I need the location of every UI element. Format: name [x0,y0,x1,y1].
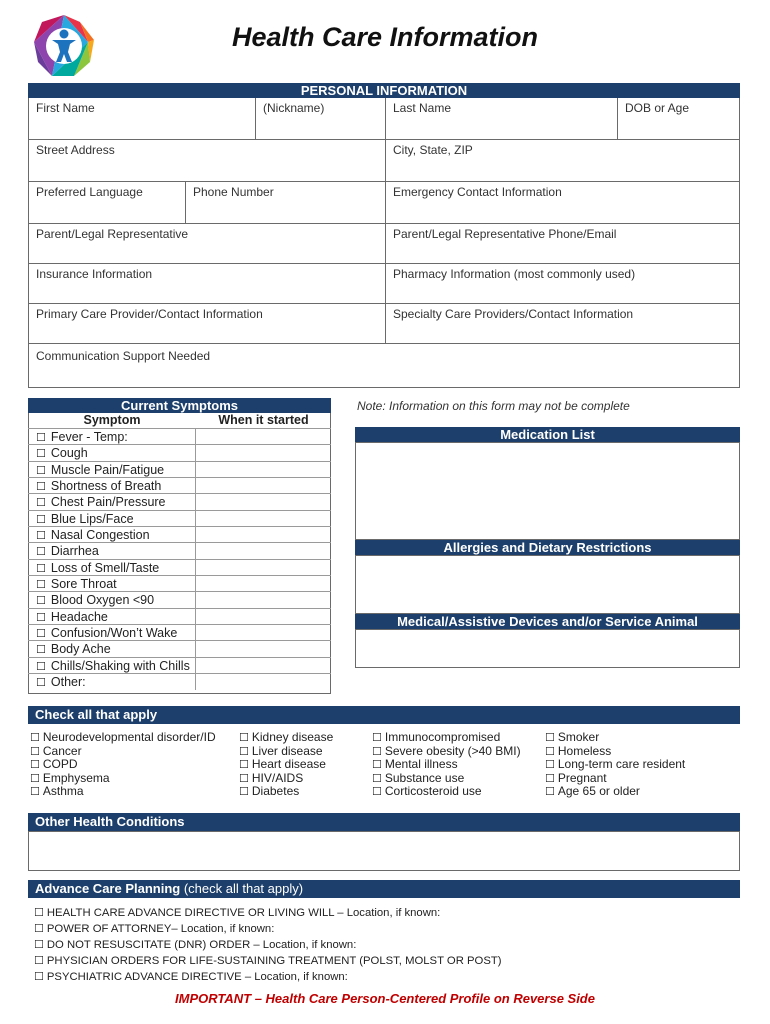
condition-checkbox-item[interactable] [30,785,216,799]
checkbox[interactable]: ☐ [239,785,249,798]
city-label: City, State, ZIP [393,143,473,157]
condition-checkbox-item[interactable] [239,785,333,799]
condition-label: Cancer [42,743,82,758]
symptom-label: Chest Pain/Pressure [50,495,166,510]
medication-list-header: Medication List [355,427,740,442]
condition-label: Age 65 or older [557,784,640,798]
conditions-column-3 [372,731,521,799]
symptom-cell [28,478,196,493]
symptom-label: Blue Lips/Face [50,511,134,526]
symptom-row [28,559,331,575]
symptom-label: Shortness of Breath [50,479,162,494]
checkbox[interactable]: ☐ [372,771,382,785]
personal-info-header: PERSONAL INFORMATION [28,83,740,98]
checkbox[interactable]: ☐ [36,545,46,559]
condition-label: Substance use [384,770,465,785]
condition-label: Emphysema [42,770,110,785]
advance-care-item[interactable] [34,905,502,921]
language-label: Preferred Language [36,185,143,199]
checkbox[interactable]: ☐ [34,922,44,935]
condition-checkbox-item[interactable] [239,772,333,786]
symptom-label: Chills/Shaking with Chills [50,658,190,673]
advance-care-item[interactable] [34,953,502,969]
primary-care-label: Primary Care Provider/Contact Information [36,307,263,321]
street-address-label: Street Address [36,143,115,157]
checkbox[interactable]: ☐ [36,594,46,608]
when-started-cell[interactable] [196,494,331,509]
last-name-field[interactable] [386,98,618,139]
symptom-cell [28,462,196,477]
when-started-cell[interactable] [196,641,331,656]
advance-care-suffix: (check all that apply) [183,881,304,896]
city-field[interactable] [386,140,739,181]
condition-label: Homeless [557,743,612,758]
condition-checkbox-item[interactable] [545,785,685,799]
checkbox[interactable]: ☐ [36,447,46,461]
checkbox[interactable]: ☐ [36,561,46,575]
symptom-label: Muscle Pain/Fatigue [50,462,165,477]
symptom-row [28,428,331,444]
condition-label: Asthma [42,784,84,798]
advance-care-label: DO NOT RESUSCITATE (DNR) ORDER – Location, if known: [46,939,357,951]
symptom-cell [28,511,196,526]
condition-checkbox-item[interactable] [30,731,216,745]
condition-checkbox-item[interactable] [372,772,521,786]
when-started-cell[interactable] [196,576,331,591]
when-started-cell[interactable] [196,543,331,558]
condition-label: Kidney disease [251,730,334,744]
street-address-field[interactable] [29,140,386,181]
symptom-row [28,542,331,558]
symptom-row [28,510,331,526]
pharmacy-field[interactable] [386,264,739,303]
conditions-column-1 [30,731,216,799]
checkbox[interactable]: ☐ [36,480,46,494]
conditions-column-2 [239,731,333,799]
symptoms-header: Current Symptoms [28,398,331,413]
conditions-column-4 [545,731,685,799]
condition-label: Corticosteroid use [384,784,482,798]
parent-rep-phone-label: Parent/Legal Representative Phone/Email [393,227,617,241]
checkbox[interactable]: ☐ [36,529,46,543]
advance-care-label: POWER OF ATTORNEY– Location, if known: [46,923,275,935]
condition-checkbox-item[interactable] [545,731,685,745]
symptom-cell [28,527,196,542]
checkbox[interactable]: ☐ [36,463,46,477]
advance-care-item[interactable] [34,921,502,937]
checkbox[interactable]: ☐ [545,771,555,785]
symptoms-list [28,428,331,690]
checkbox[interactable]: ☐ [34,954,44,967]
checkbox[interactable]: ☐ [36,496,46,510]
condition-label: Long-term care resident [557,757,686,771]
checkbox[interactable]: ☐ [372,785,382,798]
checkbox[interactable]: ☐ [36,512,46,526]
when-started-cell[interactable] [196,592,331,607]
advance-care-label: PSYCHIATRIC ADVANCE DIRECTIVE – Location, if known: [46,971,348,983]
insurance-label: Insurance Information [36,267,153,281]
checkbox[interactable]: ☐ [239,758,249,771]
medication-list-box[interactable] [355,442,740,540]
symptom-cell [28,625,196,640]
symptom-row [28,461,331,477]
check-all-header: Check all that apply [28,706,740,724]
checkbox[interactable]: ☐ [545,758,555,771]
advance-care-header [28,880,740,898]
condition-label: Neurodevelopmental disorder/ID [42,730,216,744]
checkbox[interactable]: ☐ [30,731,40,744]
devices-header: Medical/Assistive Devices and/or Service Animal [355,614,740,629]
communication-support-field[interactable] [29,344,739,387]
symptom-label: Cough [50,446,88,461]
condition-checkbox-item[interactable] [239,731,333,745]
checkbox[interactable]: ☐ [239,744,249,758]
when-started-cell[interactable] [196,560,331,575]
other-conditions-header: Other Health Conditions [28,813,740,831]
condition-label: Pregnant [557,770,607,785]
symptom-row [28,444,331,460]
allergies-box[interactable] [355,555,740,614]
symptom-row [28,657,331,673]
symptom-label: Body Ache [50,642,111,657]
symptom-cell [28,560,196,575]
condition-checkbox-item[interactable] [372,758,521,772]
condition-checkbox-item[interactable] [545,745,685,759]
checkbox[interactable]: ☐ [545,785,555,798]
symptom-cell [28,658,196,673]
condition-label: HIV/AIDS [251,770,304,785]
emergency-contact-field[interactable] [386,182,739,223]
symptom-label: Other: [50,675,86,690]
symptom-label: Sore Throat [50,577,117,592]
checkbox[interactable]: ☐ [34,970,44,983]
advance-care-label: PHYSICIAN ORDERS FOR LIFE-SUSTAINING TREATMENT (POLST, MOLST OR POST) [46,955,502,967]
first-name-label: First Name [36,101,95,115]
primary-care-field[interactable] [29,304,386,343]
emergency-contact-label: Emergency Contact Information [393,185,562,199]
when-started-cell[interactable] [196,511,331,526]
checkbox[interactable]: ☐ [36,610,46,624]
communication-support-label: Communication Support Needed [36,349,211,363]
nickname-label: (Nickname) [263,101,325,115]
symptom-label: Loss of Smell/Taste [50,560,160,575]
checkbox[interactable]: ☐ [36,643,46,657]
condition-label: Liver disease [251,743,323,758]
symptom-label: Nasal Congestion [50,528,150,543]
when-started-cell[interactable] [196,658,331,673]
personal-info-grid [28,98,740,388]
when-started-cell[interactable] [196,462,331,477]
symptom-row [28,526,331,542]
insurance-field[interactable] [29,264,386,303]
symptom-label: Headache [50,609,108,624]
parent-rep-phone-field[interactable] [386,224,739,263]
other-conditions-box[interactable] [28,831,740,871]
symptom-label: Diarrhea [50,544,99,559]
symptom-row [28,624,331,640]
checkbox[interactable]: ☐ [545,731,555,744]
parent-rep-label: Parent/Legal Representative [36,227,189,241]
checkbox[interactable]: ☐ [239,731,249,744]
when-started-cell[interactable] [196,527,331,542]
allergies-header: Allergies and Dietary Restrictions [355,540,740,555]
symptom-row [28,493,331,509]
nickname-field[interactable] [256,98,386,139]
checkbox[interactable]: ☐ [30,744,40,758]
condition-label: Heart disease [251,757,326,771]
condition-checkbox-item[interactable] [30,758,216,772]
checkbox[interactable]: ☐ [36,659,46,673]
when-started-cell[interactable] [196,478,331,493]
pharmacy-label: Pharmacy Information (most commonly used) [393,267,636,281]
symptom-row [28,640,331,656]
symptom-cell [28,674,196,689]
when-started-cell[interactable] [196,609,331,624]
symptom-cell [28,429,196,444]
devices-box[interactable] [355,629,740,668]
advance-care-item[interactable] [34,937,502,953]
language-field[interactable] [29,182,186,223]
checkbox[interactable]: ☐ [36,431,46,444]
checkbox[interactable]: ☐ [30,758,40,771]
symptom-row [28,673,331,689]
symptom-cell [28,609,196,624]
symptoms-column-headers [28,413,331,428]
checkbox[interactable]: ☐ [30,771,40,785]
phone-field[interactable] [186,182,386,223]
specialty-care-label: Specialty Care Providers/Contact Information [393,307,634,321]
condition-checkbox-item[interactable] [372,785,521,799]
dob-field[interactable] [618,98,739,139]
symptom-cell [28,543,196,558]
checkbox[interactable]: ☐ [34,906,44,919]
checkbox[interactable]: ☐ [36,676,46,690]
condition-checkbox-item[interactable] [372,731,521,745]
checkbox[interactable]: ☐ [34,938,44,951]
condition-checkbox-item[interactable] [239,745,333,759]
advance-care-list [34,905,502,985]
important-footer: IMPORTANT – Health Care Person-Centered Profile on Reverse Side [175,991,595,1006]
advance-care-title: Advance Care Planning [35,881,181,896]
condition-checkbox-item[interactable] [372,745,521,759]
condition-checkbox-item[interactable] [545,772,685,786]
condition-checkbox-item[interactable] [545,758,685,772]
when-started-cell[interactable] [196,674,331,689]
condition-label: COPD [42,757,78,771]
phone-label: Phone Number [193,185,274,199]
symptom-row [28,591,331,607]
form-note: Note: Information on this form may not be complete [357,399,630,413]
checkbox[interactable]: ☐ [372,731,382,744]
condition-label: Diabetes [251,784,300,798]
checkbox[interactable]: ☐ [30,785,40,798]
symptom-label: Blood Oxygen <90 [50,593,155,608]
symptom-row [28,575,331,591]
when-started-cell[interactable] [196,429,331,444]
symptom-cell [28,641,196,656]
checkbox[interactable]: ☐ [372,758,382,771]
symptom-label: Fever - Temp: [50,430,128,444]
first-name-field[interactable] [29,98,256,139]
when-started-cell[interactable] [196,625,331,640]
page-title: Health Care Information [231,22,539,52]
checkbox[interactable]: ☐ [545,744,555,758]
when-started-cell[interactable] [196,445,331,460]
condition-label: Immunocompromised [384,730,501,744]
last-name-label: Last Name [393,101,452,115]
checkbox[interactable]: ☐ [36,627,46,641]
condition-label: Mental illness [384,757,458,771]
parent-rep-field[interactable] [29,224,386,263]
checkbox[interactable]: ☐ [36,578,46,592]
condition-checkbox-item[interactable] [239,758,333,772]
started-column-header: When it started [218,413,309,427]
dob-label: DOB or Age [625,101,690,115]
symptom-label: Confusion/Won’t Wake [50,626,178,641]
symptom-cell [28,576,196,591]
checkbox[interactable]: ☐ [239,771,249,785]
symptom-cell [28,494,196,509]
condition-checkbox-item[interactable] [30,772,216,786]
condition-label: Smoker [557,730,600,744]
checkbox[interactable]: ☐ [372,744,382,758]
symptom-cell [28,592,196,607]
condition-checkbox-item[interactable] [30,745,216,759]
symptom-row [28,608,331,624]
advance-care-label: HEALTH CARE ADVANCE DIRECTIVE OR LIVING WILL – Location, if known: [46,907,441,919]
specialty-care-field[interactable] [386,304,739,343]
symptom-row [28,477,331,493]
advance-care-item[interactable] [34,969,502,985]
symptom-cell [28,445,196,460]
condition-label: Severe obesity (>40 BMI) [384,743,521,758]
symptom-column-header: Symptom [83,413,141,427]
